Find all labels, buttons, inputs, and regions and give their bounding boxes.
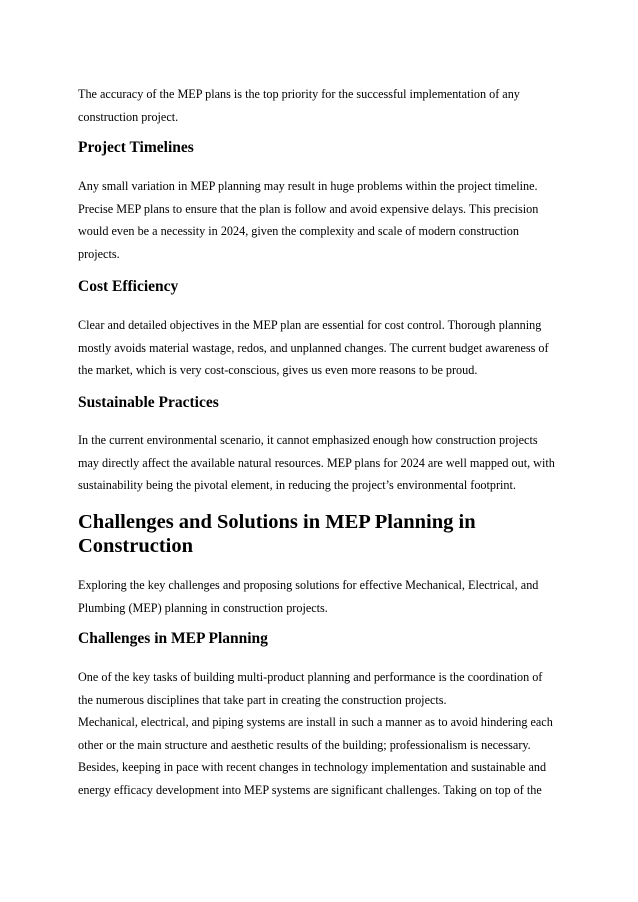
challenges-solutions-heading: [78, 510, 476, 558]
paragraph-line: construction project.: [78, 109, 179, 124]
project-timelines-paragraph: [78, 175, 538, 265]
paragraph-line: Plumbing (MEP) planning in construction projects.: [78, 600, 328, 615]
challenges-solutions-paragraph: [78, 574, 538, 619]
paragraph-line: would even be a necessity in 2024, given the complexity and scale of modern construction: [78, 224, 519, 238]
paragraph-line: The accuracy of the MEP plans is the top priority for the successful implementation of any: [78, 87, 520, 101]
paragraph-line: In the current environmental scenario, it cannot emphasized enough how construction projects: [78, 433, 538, 447]
project-timelines-heading: Project Timelines: [78, 139, 194, 156]
sustainable-practices-heading: Sustainable Practices: [78, 394, 219, 411]
sustainable-practices-paragraph: [78, 429, 555, 497]
paragraph-line: the market, which is very cost-conscious, gives us even more reasons to be proud.: [78, 363, 478, 377]
cost-efficiency-heading: Cost Efficiency: [78, 278, 179, 295]
paragraph-line: One of the key tasks of building multi-product planning and performance is the coordination of: [78, 670, 543, 684]
paragraph-line: Clear and detailed objectives in the MEP plan are essential for cost control. Thorough planning: [78, 318, 542, 332]
paragraph-line: Besides, keeping in pace with recent changes in technology implementation and sustainable and: [78, 760, 547, 774]
paragraph-line: sustainability being the pivotal element, in reducing the project’s environmental footprint.: [78, 478, 516, 492]
paragraph-line: Any small variation in MEP planning may result in huge problems within the project timeline.: [78, 179, 538, 193]
cost-efficiency-paragraph: [78, 314, 549, 382]
paragraph-line: energy efficacy development into MEP systems are significant challenges. Taking on top of the: [78, 782, 542, 797]
heading-line: Construction: [78, 535, 194, 557]
paragraph-line: Precise MEP plans to ensure that the plan is follow and avoid expensive delays. This precision: [78, 201, 539, 216]
paragraph-line: Exploring the key challenges and proposing solutions for effective Mechanical, Electrical, and: [78, 578, 539, 592]
challenges-in-mep-heading: Challenges in MEP Planning: [78, 630, 268, 647]
paragraph-line: may directly affect the available natural resources. MEP plans for 2024 are well mapped out, with: [78, 455, 555, 470]
paragraph-line: Mechanical, electrical, and piping systems are install in such a manner as to avoid hindering each: [78, 715, 553, 729]
paragraph-line: projects.: [78, 246, 120, 261]
paragraph-line: mostly avoids material wastage, redos, and unplanned changes. The current budget awareness of: [78, 340, 549, 355]
paragraph-line: the numerous disciplines that take part in creating the construction projects.: [78, 692, 447, 707]
challenges-in-mep-paragraph: [78, 666, 553, 801]
intro-paragraph: [78, 83, 520, 128]
paragraph-line: other or the main structure and aesthetic results of the building; professionalism is necessary.: [78, 737, 531, 752]
heading-line: Challenges and Solutions in MEP Planning in: [78, 511, 476, 533]
